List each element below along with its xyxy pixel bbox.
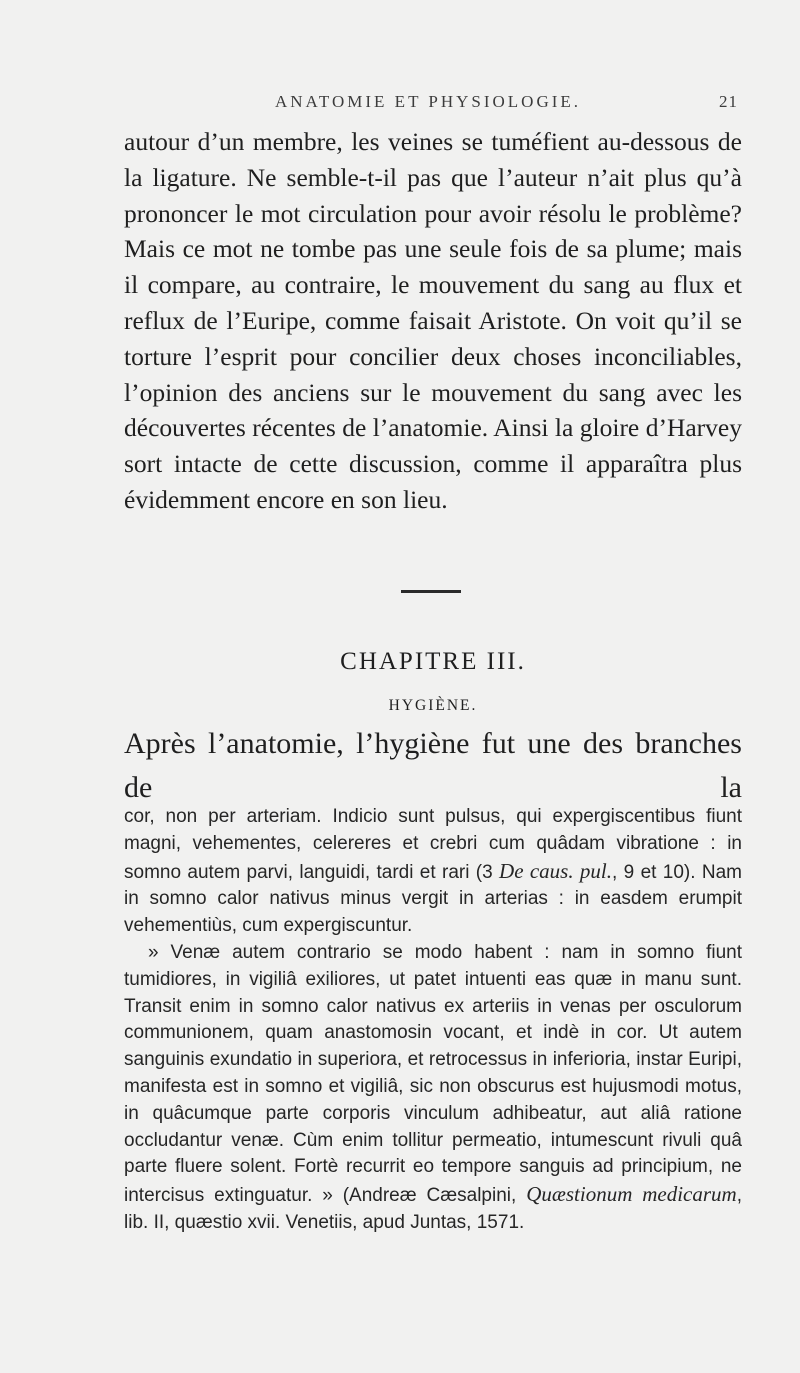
chapter-title: CHAPITRE III.	[340, 648, 526, 675]
footnote-text: cor, non per arteriam. Indicio sunt pulsus, qui expergiscentibus fiunt magni, vehementes, celereres et crebri cum quâdam vibratione : in somno autem parvi, languidi, tardi et rari (3	[124, 806, 742, 883]
footnote-paragraph-2	[124, 940, 742, 1237]
footnote-citation-title: De caus. pul.	[499, 858, 613, 883]
running-title: ANATOMIE ET PHYSIOLOGIE.	[274, 92, 582, 111]
footnote-text: , 9 et 10). Nam in somno calor nativus minus vergit in arterias : in easdem erumpit vehementiùs, cum expergiscuntur.	[124, 861, 742, 937]
body-paragraph: autour d’un membre, les veines se tuméfient au-dessous de la ligature. Ne semble-t-il pas que l’auteur n’ait plus qu’à prononcer le mot circulation pour avoir résolu le problème? Mais ce mot ne tombe pas une seule fois de sa plume; mais il compare, au contraire, le mouvement du sang au flux et reflux de l’Euripe, comme faisait Aristote. On voit qu’il se torture l’esprit pour concilier deux choses inconciliables, l’opinion des anciens sur le mouvement du sang avec les découvertes récentes de l’anatomie. Ainsi la gloire d’Harvey sort intacte de cette discussion, comme il apparaîtra plus évidemment encore en son lieu.	[124, 127, 742, 514]
footnote-text: , lib. II, quæstio xvii. Venetiis, apud Juntas, 1571.	[124, 1185, 742, 1233]
footnote	[124, 804, 742, 1237]
page-number: 21	[719, 92, 738, 111]
main-text	[124, 124, 742, 518]
footnote-text: » Venæ autem contrario se modo habent : nam in somno fiunt tumidiores, in vigiliâ exiliores, ut patet intuenti eas quæ in manu sunt. Transit enim in somno calor nativus ex arteriis in venas per osculorum communionem, quam anastomosin vocant, et indè in cor. Ut autem sanguinis exundatio in superiora, et retrocessus in inferioria, instar Euripi, manifesta est in somno et vigiliâ, sic non obscurus est hujusmodi motus, in quâcumque parte corporis vinculum adhibeatur, aut aliâ ratione occludantur venæ. Cùm enim tollitur permeatio, intumescunt rivuli quâ parte fluere solent. Fortè recurrit eo tempore sanguis ad principium, ne intercisus extinguatur. » (Andreæ Cæsalpini,	[124, 941, 742, 1207]
footnote-paragraph-1	[124, 804, 742, 940]
chapter-opening-line: Après l’anatomie, l’hygiène fut une des branches de la	[124, 727, 742, 804]
chapter-subtitle: HYGIÈNE.	[388, 697, 478, 714]
footnote-citation-title: Quæstionum medicarum	[526, 1182, 737, 1207]
running-head	[118, 92, 738, 116]
section-divider	[401, 590, 461, 593]
